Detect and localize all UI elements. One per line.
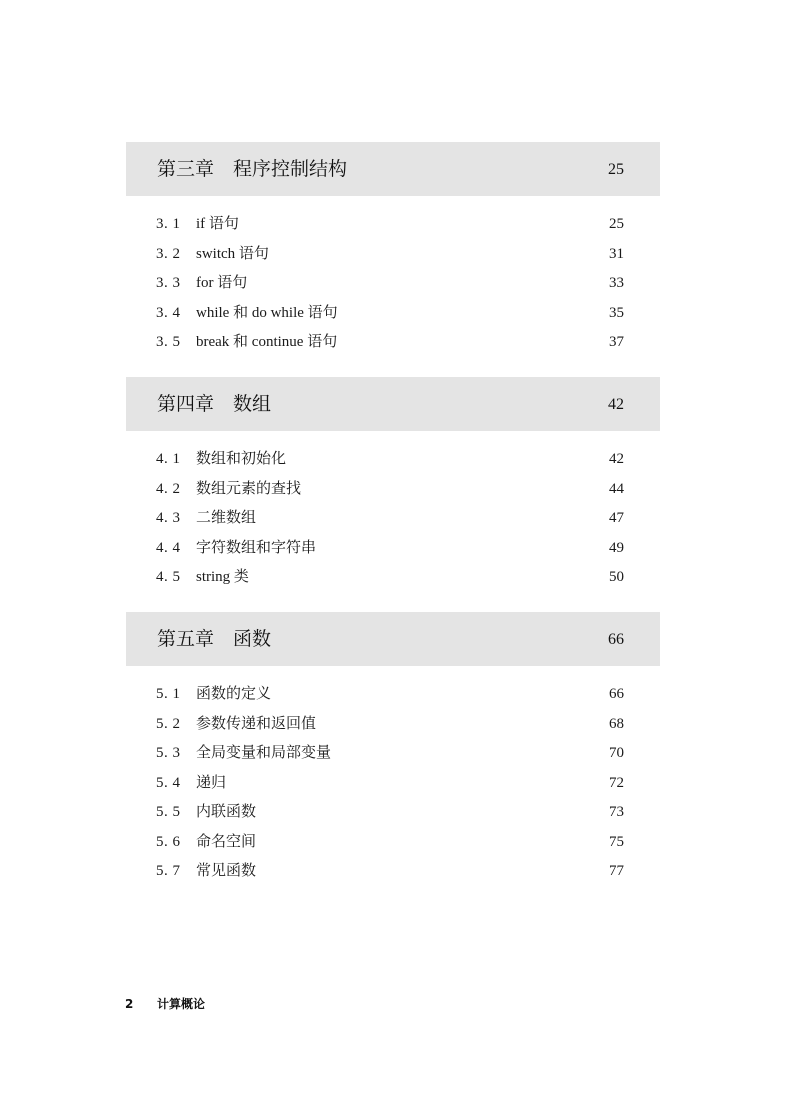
section-list (126, 210, 660, 358)
section-title: string 类 (196, 569, 249, 585)
section-title: while 和 do while 语句 (196, 304, 338, 321)
section-page-number: 49 (609, 539, 624, 556)
toc-entry (126, 828, 660, 858)
section-page-number: 75 (609, 833, 624, 850)
toc-entry (126, 739, 660, 769)
section-title: 递归 (196, 774, 227, 791)
section-number: 3. 5 (156, 334, 181, 350)
section-page-number: 44 (609, 480, 624, 497)
toc-entry (126, 563, 660, 593)
section-page-number: 31 (609, 245, 624, 262)
toc-entry (126, 534, 660, 564)
section-title: 字符数组和字符串 (196, 539, 317, 556)
section-number: 4. 2 (156, 480, 181, 497)
page-footer (125, 995, 205, 1012)
section-number: 5. 3 (156, 745, 181, 761)
section-number: 5. 4 (156, 774, 181, 791)
chapter-header (126, 377, 660, 431)
section-number: 5. 1 (156, 686, 181, 702)
section-page-number: 66 (609, 686, 624, 702)
section-number: 3. 1 (156, 216, 181, 232)
toc-entry (126, 475, 660, 505)
section-title: for 语句 (196, 275, 248, 291)
section-number: 4. 3 (156, 510, 181, 526)
section-title: 参数传递和返回值 (196, 715, 317, 732)
chapter-title: 第五章 函数 (157, 628, 272, 650)
toc-entry (126, 269, 660, 299)
section-title: 函数的定义 (196, 686, 272, 702)
chapter-page-number: 42 (608, 396, 624, 413)
chapter-title: 第三章 程序控制结构 (157, 158, 348, 180)
section-title: 内联函数 (196, 804, 257, 820)
chapter-5 (126, 612, 660, 887)
section-title: if 语句 (196, 216, 239, 232)
chapter-header (126, 612, 660, 666)
section-title: 二维数组 (196, 510, 257, 526)
section-page-number: 73 (609, 804, 624, 820)
chapter-3 (126, 142, 660, 358)
section-title: switch 语句 (196, 245, 269, 262)
section-number: 5. 7 (156, 863, 181, 879)
section-number: 5. 6 (156, 833, 181, 850)
section-page-number: 72 (609, 774, 624, 791)
section-number: 3. 4 (156, 304, 181, 321)
footer-page-number: 2 (125, 997, 134, 1011)
section-page-number: 42 (609, 451, 624, 467)
toc-entry (126, 299, 660, 329)
section-number: 3. 2 (156, 245, 181, 262)
chapter-page-number: 25 (608, 161, 624, 178)
section-number: 5. 5 (156, 804, 181, 820)
section-title: break 和 continue 语句 (196, 334, 338, 350)
section-list (126, 445, 660, 593)
toc-entry (126, 769, 660, 799)
toc-entry (126, 210, 660, 240)
toc-entry (126, 798, 660, 828)
section-title: 数组和初始化 (196, 451, 287, 467)
section-page-number: 68 (609, 715, 624, 732)
toc-entry (126, 710, 660, 740)
section-list (126, 680, 660, 887)
section-page-number: 35 (609, 304, 624, 321)
section-number: 4. 5 (156, 569, 181, 585)
toc-entry (126, 328, 660, 358)
section-page-number: 37 (609, 334, 624, 350)
section-page-number: 33 (609, 275, 624, 291)
section-number: 3. 3 (156, 275, 181, 291)
section-number: 4. 4 (156, 539, 181, 556)
section-page-number: 77 (609, 863, 624, 879)
section-page-number: 50 (609, 569, 624, 585)
section-page-number: 70 (609, 745, 624, 761)
toc-entry (126, 240, 660, 270)
toc-entry (126, 857, 660, 887)
section-number: 4. 1 (156, 451, 181, 467)
section-title: 常见函数 (196, 863, 257, 879)
chapter-4 (126, 377, 660, 593)
chapter-title: 第四章 数组 (157, 393, 272, 415)
chapter-page-number: 66 (608, 631, 624, 648)
section-title: 全局变量和局部变量 (196, 745, 332, 761)
toc-entry (126, 680, 660, 710)
section-title: 数组元素的查找 (196, 480, 302, 497)
chapter-header (126, 142, 660, 196)
section-page-number: 47 (609, 510, 624, 526)
toc-entry (126, 504, 660, 534)
section-page-number: 25 (609, 216, 624, 232)
section-title: 命名空间 (196, 833, 257, 850)
section-number: 5. 2 (156, 715, 181, 732)
toc-entry (126, 445, 660, 475)
footer-book-title: 计算概论 (157, 997, 206, 1011)
